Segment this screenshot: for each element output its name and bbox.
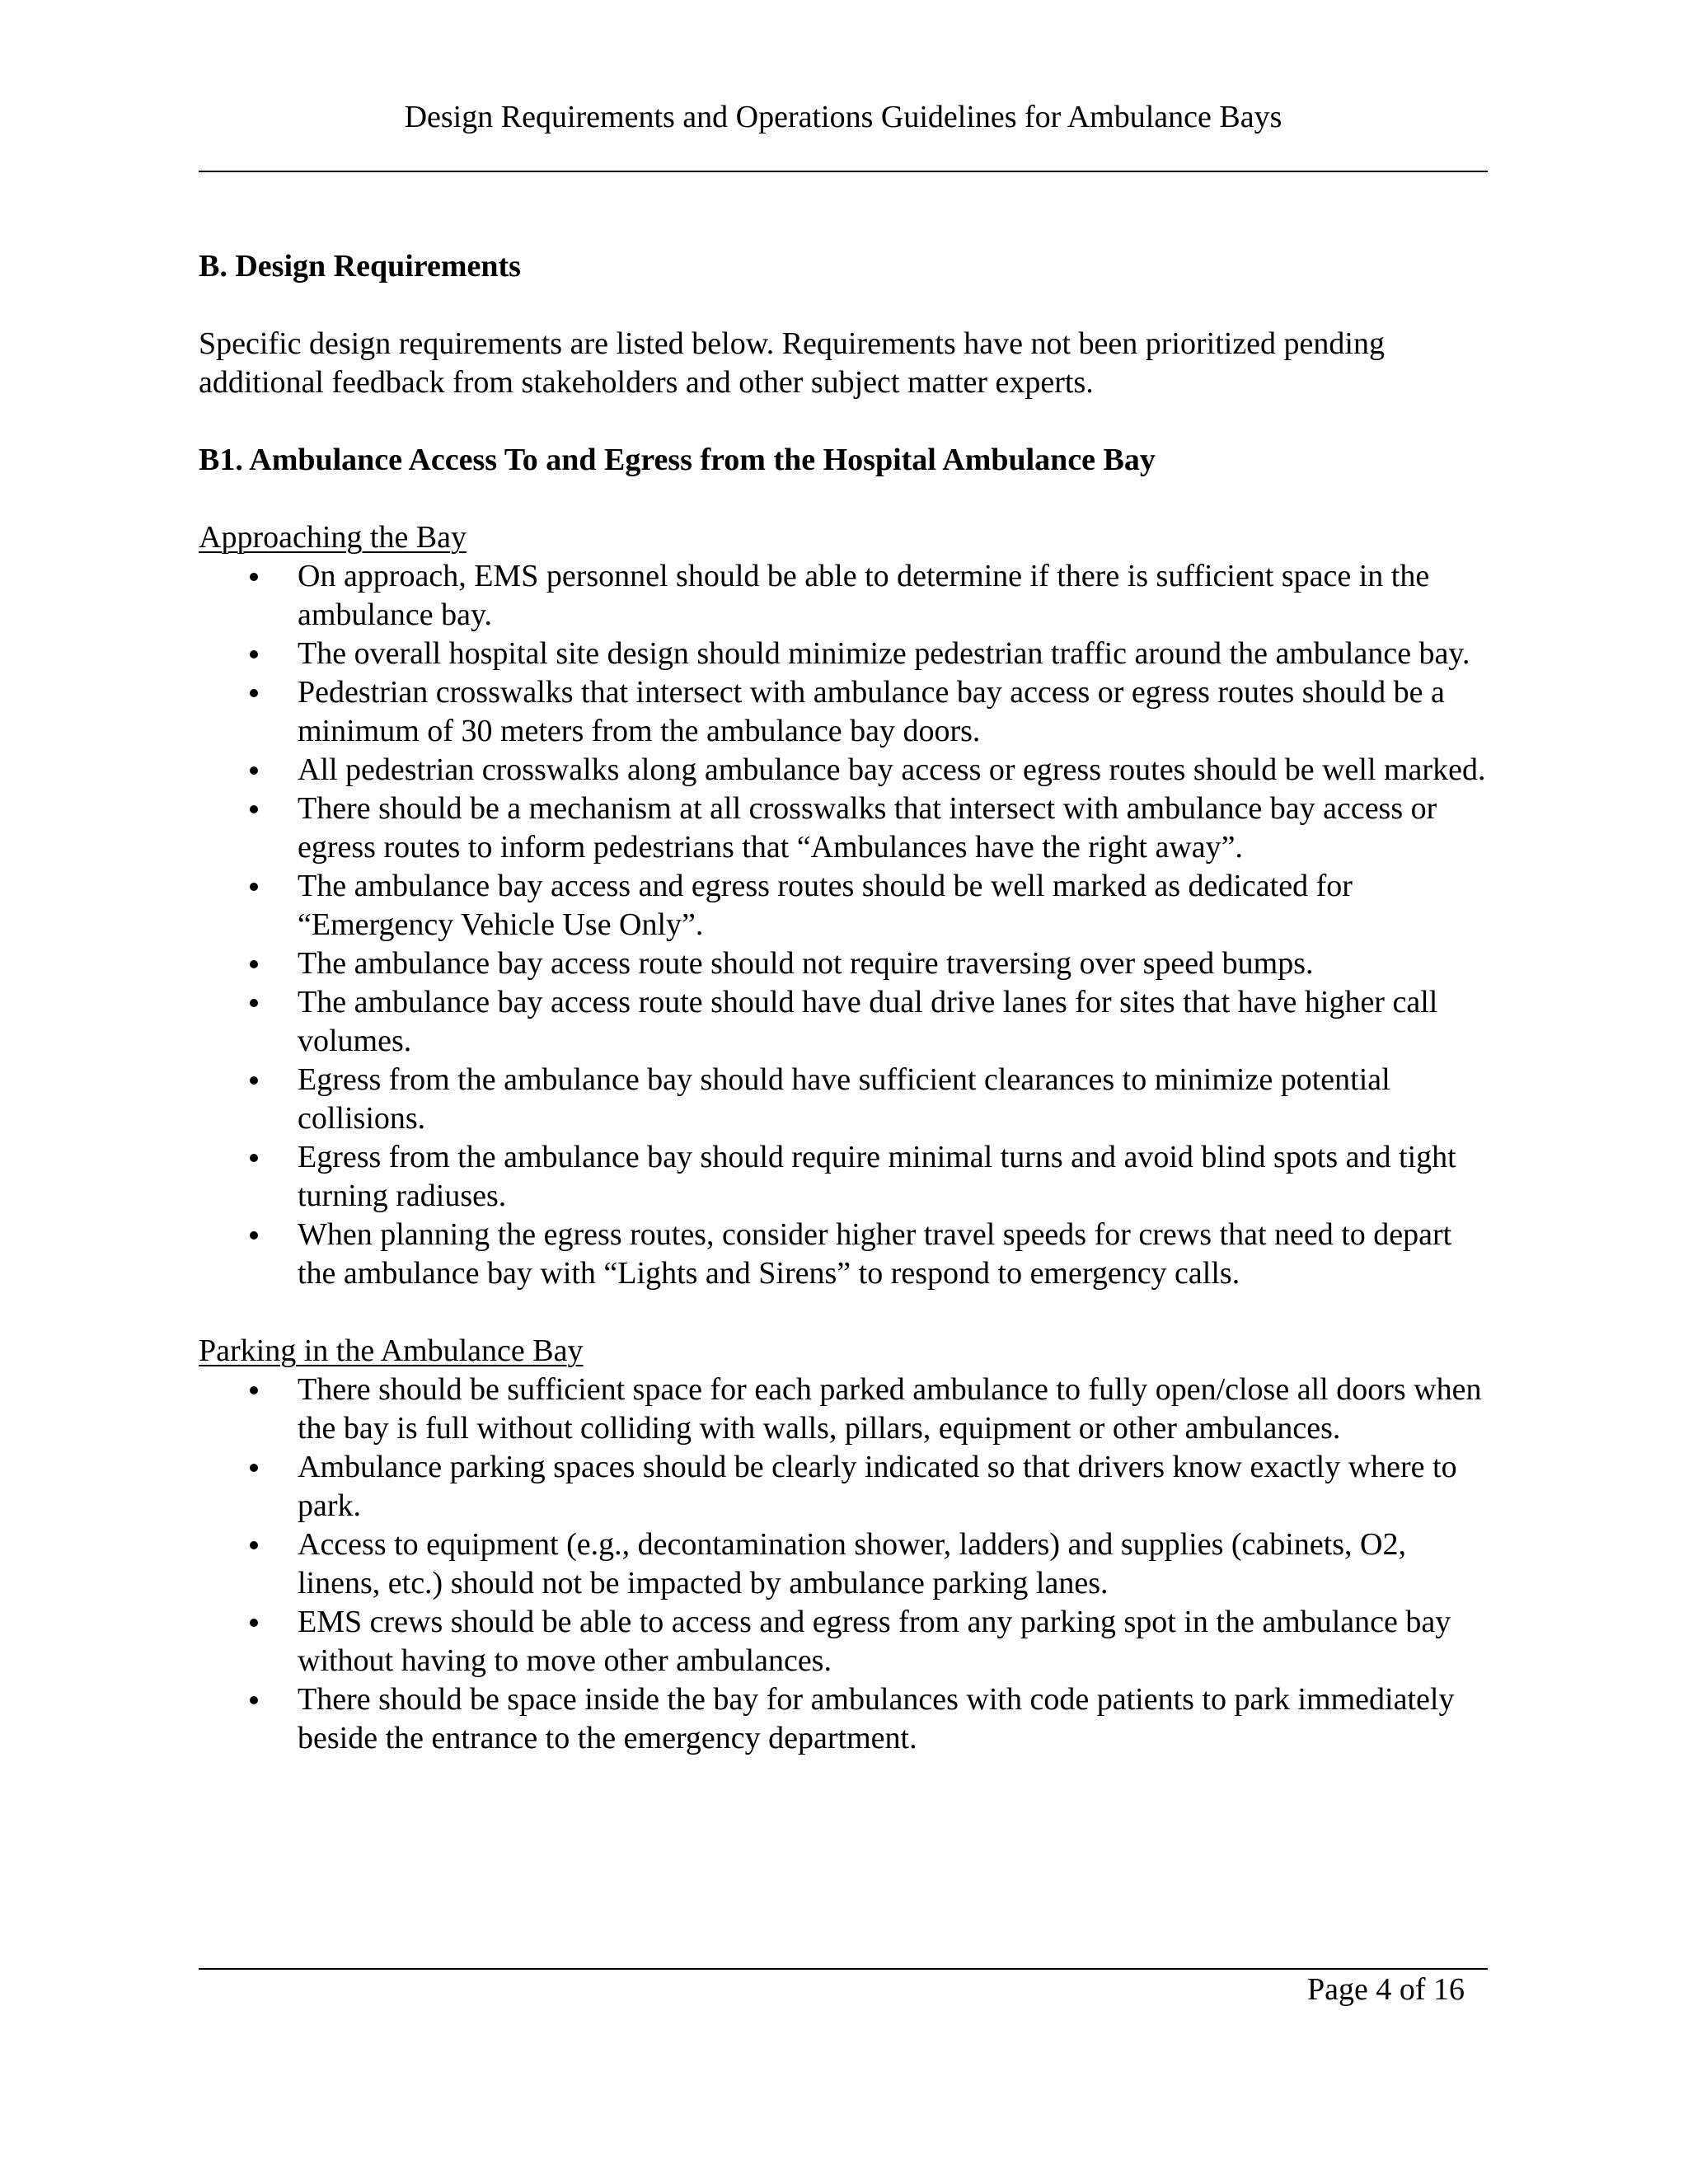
section-intro: Specific design requirements are listed below. Requirements have not been prioritized pending additional feedback from stakeholders and other subject matter experts. (199, 326, 1385, 400)
bullet-icon (250, 766, 258, 775)
list-item (199, 1526, 1488, 1603)
page-number: Page 4 of 16 (1306, 1972, 1465, 2007)
running-header: Design Requirements and Operations Guidelines for Ambulance Bays (404, 100, 1282, 134)
list-item (199, 1061, 1488, 1138)
list-item-text: EMS crews should be able to access and egress from any parking spot in the ambulance bay without having to move other ambulances. (298, 1605, 1451, 1678)
list-item-text: The ambulance bay access route should not require traversing over speed bumps. (298, 946, 1314, 981)
subsection-title: B1. Ambulance Access To and Egress from the Hospital Ambulance Bay (199, 443, 1156, 477)
approaching-list (199, 557, 1488, 1293)
list-item (199, 673, 1488, 751)
list-item-text: The ambulance bay access and egress routes should be well marked as dedicated for “Emergency Vehicle Use Only”. (298, 869, 1353, 942)
list-item (199, 867, 1488, 944)
bullet-icon (250, 883, 258, 891)
list-item-text: Egress from the ambulance bay should have sufficient clearances to minimize potential collisions. (298, 1062, 1390, 1136)
bullet-icon (250, 1696, 258, 1704)
list-item-text: On approach, EMS personnel should be able to determine if there is sufficient space in the ambulance bay. (298, 559, 1430, 632)
list-item (199, 751, 1488, 790)
list-item-text: Egress from the ambulance bay should require minimal turns and avoid blind spots and tight turning radiuses. (298, 1140, 1456, 1213)
bullet-icon (250, 650, 258, 658)
approaching-heading: Approaching the Bay (199, 520, 467, 555)
list-item-text: There should be a mechanism at all crosswalks that intersect with ambulance bay access or egress routes to inform pedestrians that “Ambulances have the right away”. (298, 791, 1437, 865)
bullet-icon (250, 1619, 258, 1627)
document-page (199, 0, 1488, 2184)
bullet-icon (250, 805, 258, 813)
list-item (199, 1448, 1488, 1526)
bullet-icon (250, 1386, 258, 1394)
list-item (199, 790, 1488, 867)
list-item-text: Pedestrian crosswalks that intersect with ambulance bay access or egress routes should be a minimum of 30 meters from the ambulance bay doors. (298, 675, 1445, 748)
list-item-text: Ambulance parking spaces should be clearly indicated so that drivers know exactly where to park. (298, 1450, 1457, 1523)
list-item (199, 983, 1488, 1061)
bullet-icon (250, 1154, 258, 1162)
list-item (199, 1138, 1488, 1216)
list-item-text: The overall hospital site design should minimize pedestrian traffic around the ambulance bay. (298, 636, 1470, 671)
list-item (199, 1603, 1488, 1680)
bullet-icon (250, 1464, 258, 1472)
list-item-text: When planning the egress routes, consider higher travel speeds for crews that need to depart the ambulance bay with “Lights and Sirens” to respond to emergency calls. (298, 1217, 1452, 1291)
list-item-text: There should be space inside the bay for ambulances with code patients to park immediately beside the entrance to the emergency department. (298, 1682, 1455, 1755)
list-item-text: All pedestrian crosswalks along ambulance bay access or egress routes should be well marked. (298, 752, 1486, 787)
list-item (199, 1680, 1488, 1758)
bullet-icon (250, 1076, 258, 1085)
list-item (199, 1216, 1488, 1293)
parking-list (199, 1371, 1488, 1758)
list-item-text: There should be sufficient space for each parked ambulance to fully open/close all doors when the bay is full without colliding with walls, pillars, equipment or other ambulances. (298, 1372, 1482, 1446)
bullet-icon (250, 689, 258, 697)
bullet-icon (250, 1541, 258, 1549)
header-rule (199, 171, 1488, 172)
section-title: B. Design Requirements (199, 249, 521, 284)
list-item (199, 1371, 1488, 1448)
bullet-icon (250, 573, 258, 581)
bullet-icon (250, 1231, 258, 1240)
list-item-text: Access to equipment (e.g., decontamination shower, ladders) and supplies (cabinets, O2, linens, etc.) should not be impacted by ambulance parking lanes. (298, 1527, 1406, 1601)
list-item (199, 557, 1488, 635)
bullet-icon (250, 999, 258, 1007)
parking-heading: Parking in the Ambulance Bay (199, 1333, 584, 1368)
footer-rule (199, 1968, 1488, 1970)
list-item (199, 944, 1488, 983)
bullet-icon (250, 960, 258, 968)
page-content (199, 247, 1488, 1758)
list-item (199, 635, 1488, 673)
list-item-text: The ambulance bay access route should have dual drive lanes for sites that have higher call volumes. (298, 985, 1438, 1058)
